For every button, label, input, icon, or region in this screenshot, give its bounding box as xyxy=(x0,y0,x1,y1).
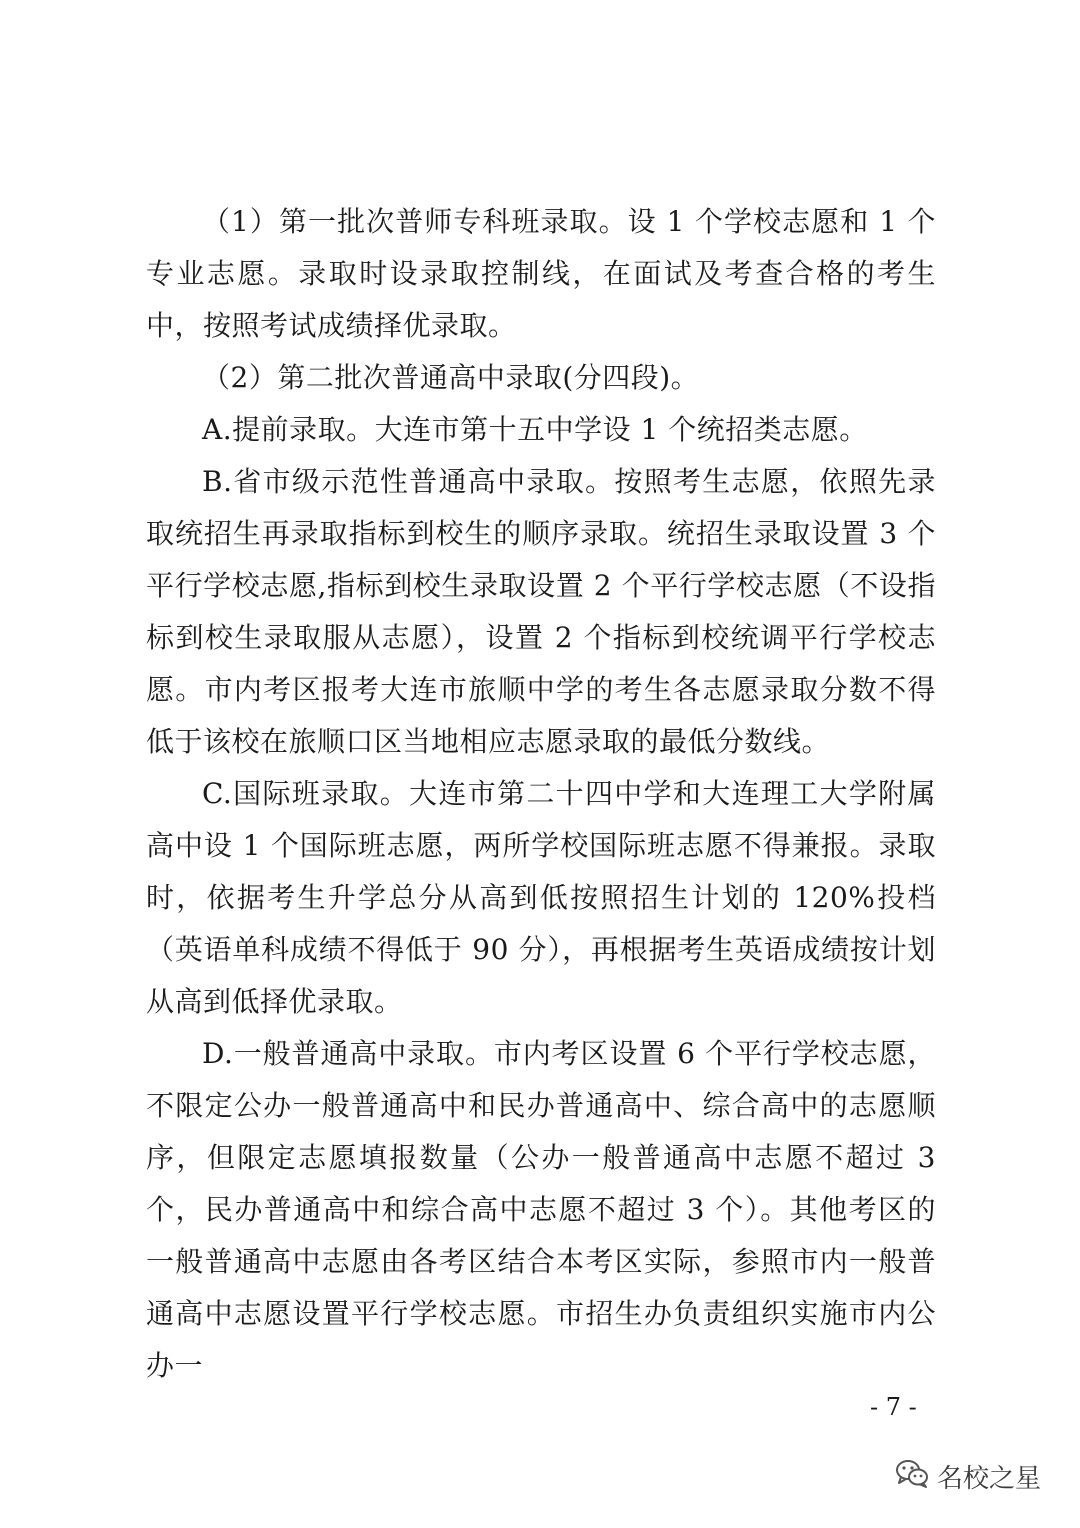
paragraph-section-a: A.提前录取。大连市第十五中学设 1 个统招类志愿。 xyxy=(202,413,868,446)
paragraph-section-d: D.一般普通高中录取。市内考区设置 6 个平行学校志愿，不限定公办一般普通高中和民办普通高中、综合高中的志愿顺序，但限定志愿填报数量（公办一般普通高中志愿不超过 3 个，民办普通高中和综合高中志愿不超过 3 个）。其他考区的一般普通高中志愿由各考区结合本考区实际，参照市内一般普通高中志愿设置平行学校志愿。市招生办负责组织实施市内公办一 xyxy=(146,1037,936,1382)
watermark xyxy=(895,1456,1041,1496)
page-number: - 7 - xyxy=(870,1393,917,1421)
paragraph-section-b: B.省市级示范性普通高中录取。按照考生志愿，依照先录取统招生再录取指标到校生的顺序录取。统招生录取设置 3 个平行学校志愿,指标到校生录取设置 2 个平行学校志愿（不设指标到校生录取服从志愿），设置 2 个指标到校统调平行学校志愿。市内考区报考大连市旅顺中学的考生各志愿录取分数不得低于该校在旅顺口区当地相应志愿录取的最低分数线。 xyxy=(146,465,936,758)
document-body xyxy=(146,196,936,1392)
wechat-icon xyxy=(895,1458,929,1495)
paragraph-section-c: C.国际班录取。大连市第二十四中学和大连理工大学附属高中设 1 个国际班志愿，两所学校国际班志愿不得兼报。录取时，依据考生升学总分从高到低按照招生计划的 120%投档（英语单科成绩不得低于 90 分），再根据考生英语成绩按计划从高到低择优录取。 xyxy=(146,777,936,1018)
watermark-text: 名校之星 xyxy=(937,1463,1042,1494)
paragraph-batch-1: （1）第一批次普师专科班录取。设 1 个学校志愿和 1 个专业志愿。录取时设录取控制线，在面试及考查合格的考生中，按照考试成绩择优录取。 xyxy=(146,205,936,342)
paragraph-batch-2: （2）第二批次普通高中录取(分四段)。 xyxy=(202,361,700,394)
